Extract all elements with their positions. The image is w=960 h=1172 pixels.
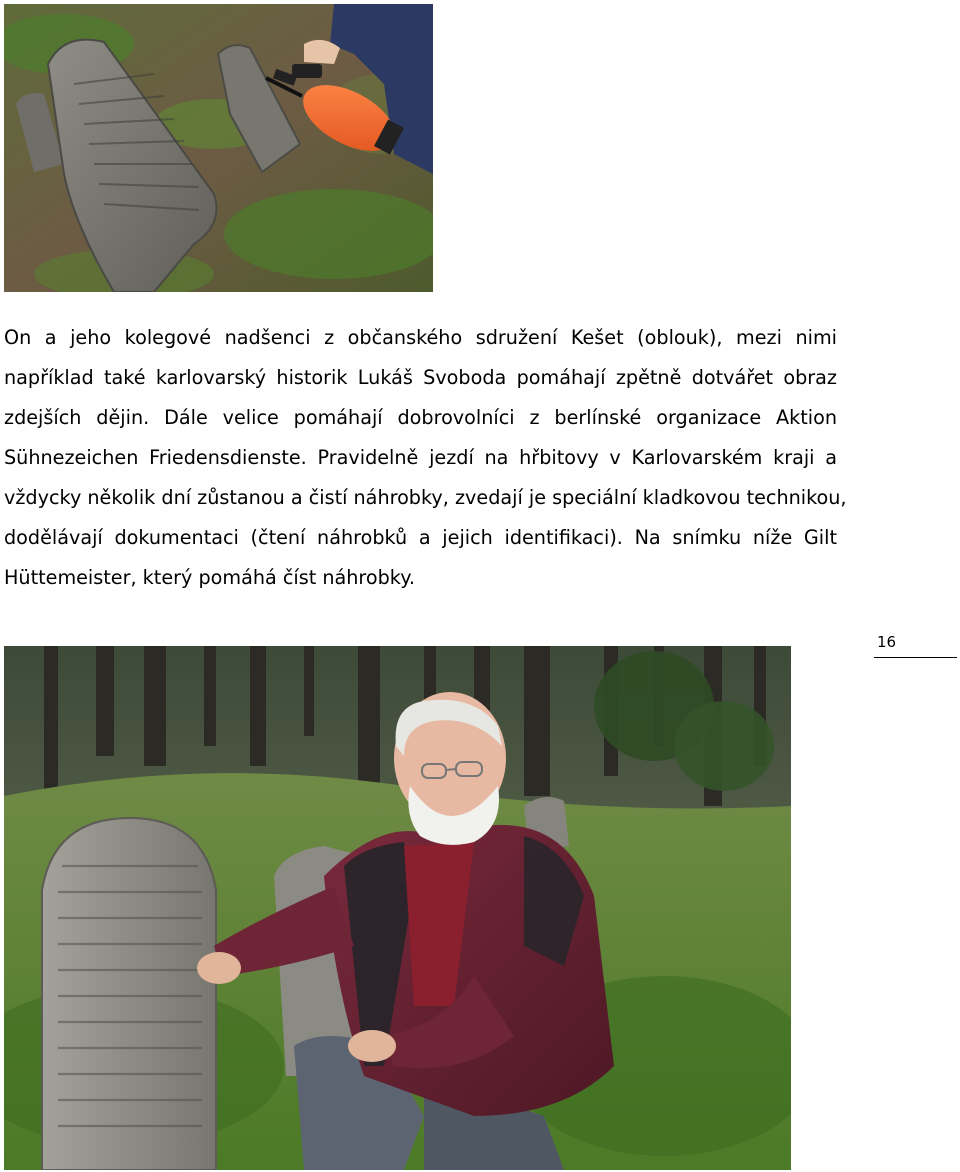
photo-man-at-gravestone: [4, 646, 791, 1170]
paragraph-line: zdejších dějin. Dále velice pomáhají dobrovolníci z berlínské organizace Aktion: [4, 406, 837, 429]
page-number: 16: [874, 630, 957, 658]
paragraph-line: dodělávají dokumentaci (čtení náhrobků a jejich identifikaci). Na snímku níže Gilt: [4, 526, 837, 549]
paragraph-line: On a jeho kolegové nadšenci z občanského sdružení Kešet (oblouk), mezi nimi: [4, 326, 837, 349]
paragraph-line: například také karlovarský historik Lukáš Svoboda pomáhají zpětně dotvářet obraz: [4, 366, 837, 389]
body-paragraph: [4, 322, 847, 602]
paragraph-line: Sühnezeichen Friedensdienste. Pravidelně jezdí na hřbitovy v Karlovarském kraji a: [4, 446, 837, 469]
paragraph-line: Hüttemeister, který pomáhá číst náhrobky.: [4, 566, 415, 589]
paragraph-line: vždycky několik dní zůstanou a čistí náhrobky, zvedají je speciální kladkovou technikou,: [4, 486, 847, 509]
photo-gravestones-spraying: [4, 4, 433, 292]
